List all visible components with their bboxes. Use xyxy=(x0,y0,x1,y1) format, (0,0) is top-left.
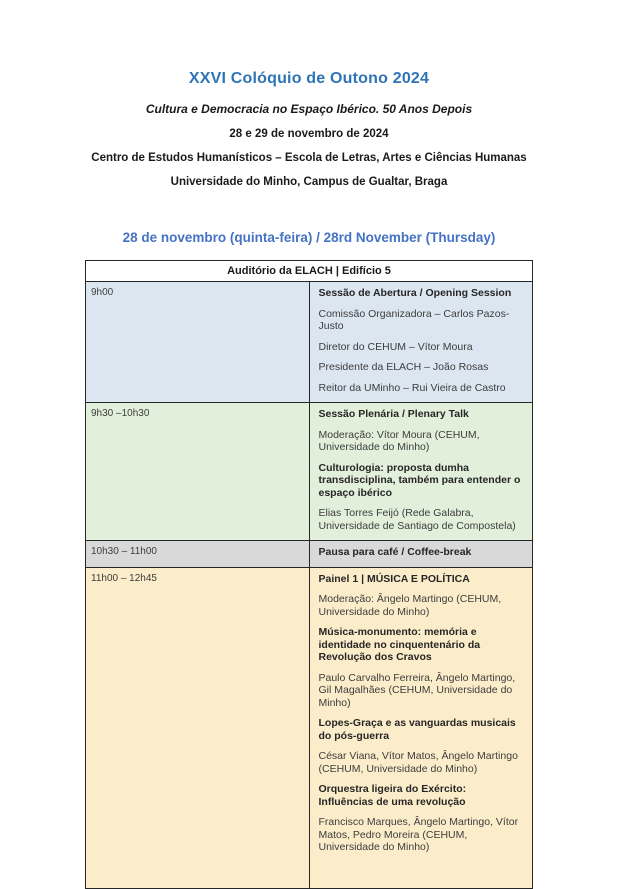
session-detail-line: Reitor da UMinho – Rui Vieira de Castro xyxy=(318,381,506,394)
schedule-table xyxy=(85,260,533,889)
session-detail-line: Paulo Carvalho Ferreira, Ângelo Martingo, Gil Magalhães (CEHUM, Universidade do Minho) xyxy=(318,671,516,709)
session-cell xyxy=(309,282,533,403)
session-title-line: Lopes-Graça e as vanguardas musicais do pós-guerra xyxy=(318,717,516,742)
session-title-line: Culturologia: proposta dumha transdisciplina, também para entender o espaço ibérico xyxy=(318,461,521,499)
schedule-table-head xyxy=(86,261,533,282)
session-title-line: Sessão de Abertura / Opening Session xyxy=(318,287,512,299)
schedule-table-body xyxy=(86,282,533,889)
table-row xyxy=(86,282,533,403)
session-title-line: Pausa para café / Coffee-break xyxy=(318,546,472,558)
time-cell: 11h00 – 12h45 xyxy=(86,567,310,888)
session-title-line: Sessão Plenária / Plenary Talk xyxy=(318,408,469,420)
session-cell xyxy=(309,541,533,568)
session-title-line: Música-monumento: memória e identidade no cinquentenário da Revolução dos Cravos xyxy=(318,626,481,663)
time-cell: 10h30 – 11h00 xyxy=(86,541,310,568)
table-row xyxy=(86,403,533,541)
conference-dates: 28 e 29 de novembro de 2024 xyxy=(229,128,389,140)
table-row xyxy=(86,567,533,888)
time-cell: 9h00 xyxy=(86,282,310,403)
document-header xyxy=(0,0,618,188)
session-cell xyxy=(309,403,533,541)
page-title: XXVI Colóquio de Outono 2024 xyxy=(188,70,430,87)
session-detail-line: Comissão Organizadora – Carlos Pazos-Justo xyxy=(318,307,510,332)
session-detail-line: César Viana, Vítor Matos, Ângelo Martingo (CEHUM, Universidade do Minho) xyxy=(318,750,518,775)
conference-organizer: Centro de Estudos Humanísticos – Escola de Letras, Artes e Ciências Humanas xyxy=(91,152,527,164)
session-detail-line: Moderação: Ângelo Martingo (CEHUM, Universidade do Minho) xyxy=(318,593,502,618)
session-detail-line: Francisco Marques, Ângelo Martingo, Vítor Matos, Pedro Moreira (CEHUM, Universidade do Minho) xyxy=(318,816,519,853)
venue-header-cell: Auditório da ELACH | Edifício 5 xyxy=(86,261,533,282)
session-detail-line: Elias Torres Feijó (Rede Galabra, Universidade de Santiago de Compostela) xyxy=(318,507,516,532)
conference-venue: Universidade do Minho, Campus de Gualtar, Braga xyxy=(170,176,448,188)
session-detail-line: Diretor do CEHUM – Vítor Moura xyxy=(318,340,473,353)
day-heading: 28 de novembro (quinta-feira) / 28rd November (Thursday) xyxy=(122,230,496,245)
session-cell xyxy=(309,567,533,888)
session-title-line: Painel 1 | MÚSICA E POLÍTICA xyxy=(318,572,470,585)
table-row xyxy=(86,541,533,568)
session-detail-line: Presidente da ELACH – João Rosas xyxy=(318,361,489,373)
session-detail-line: Moderação: Vítor Moura (CEHUM, Universidade do Minho) xyxy=(318,428,480,453)
conference-subtitle: Cultura e Democracia no Espaço Ibérico. 50 Anos Depois xyxy=(145,102,473,116)
session-title-line: Orquestra ligeira do Exército: Influências de uma revolução xyxy=(318,783,467,808)
time-cell: 9h30 –10h30 xyxy=(86,403,310,541)
table-header-row xyxy=(86,261,533,282)
